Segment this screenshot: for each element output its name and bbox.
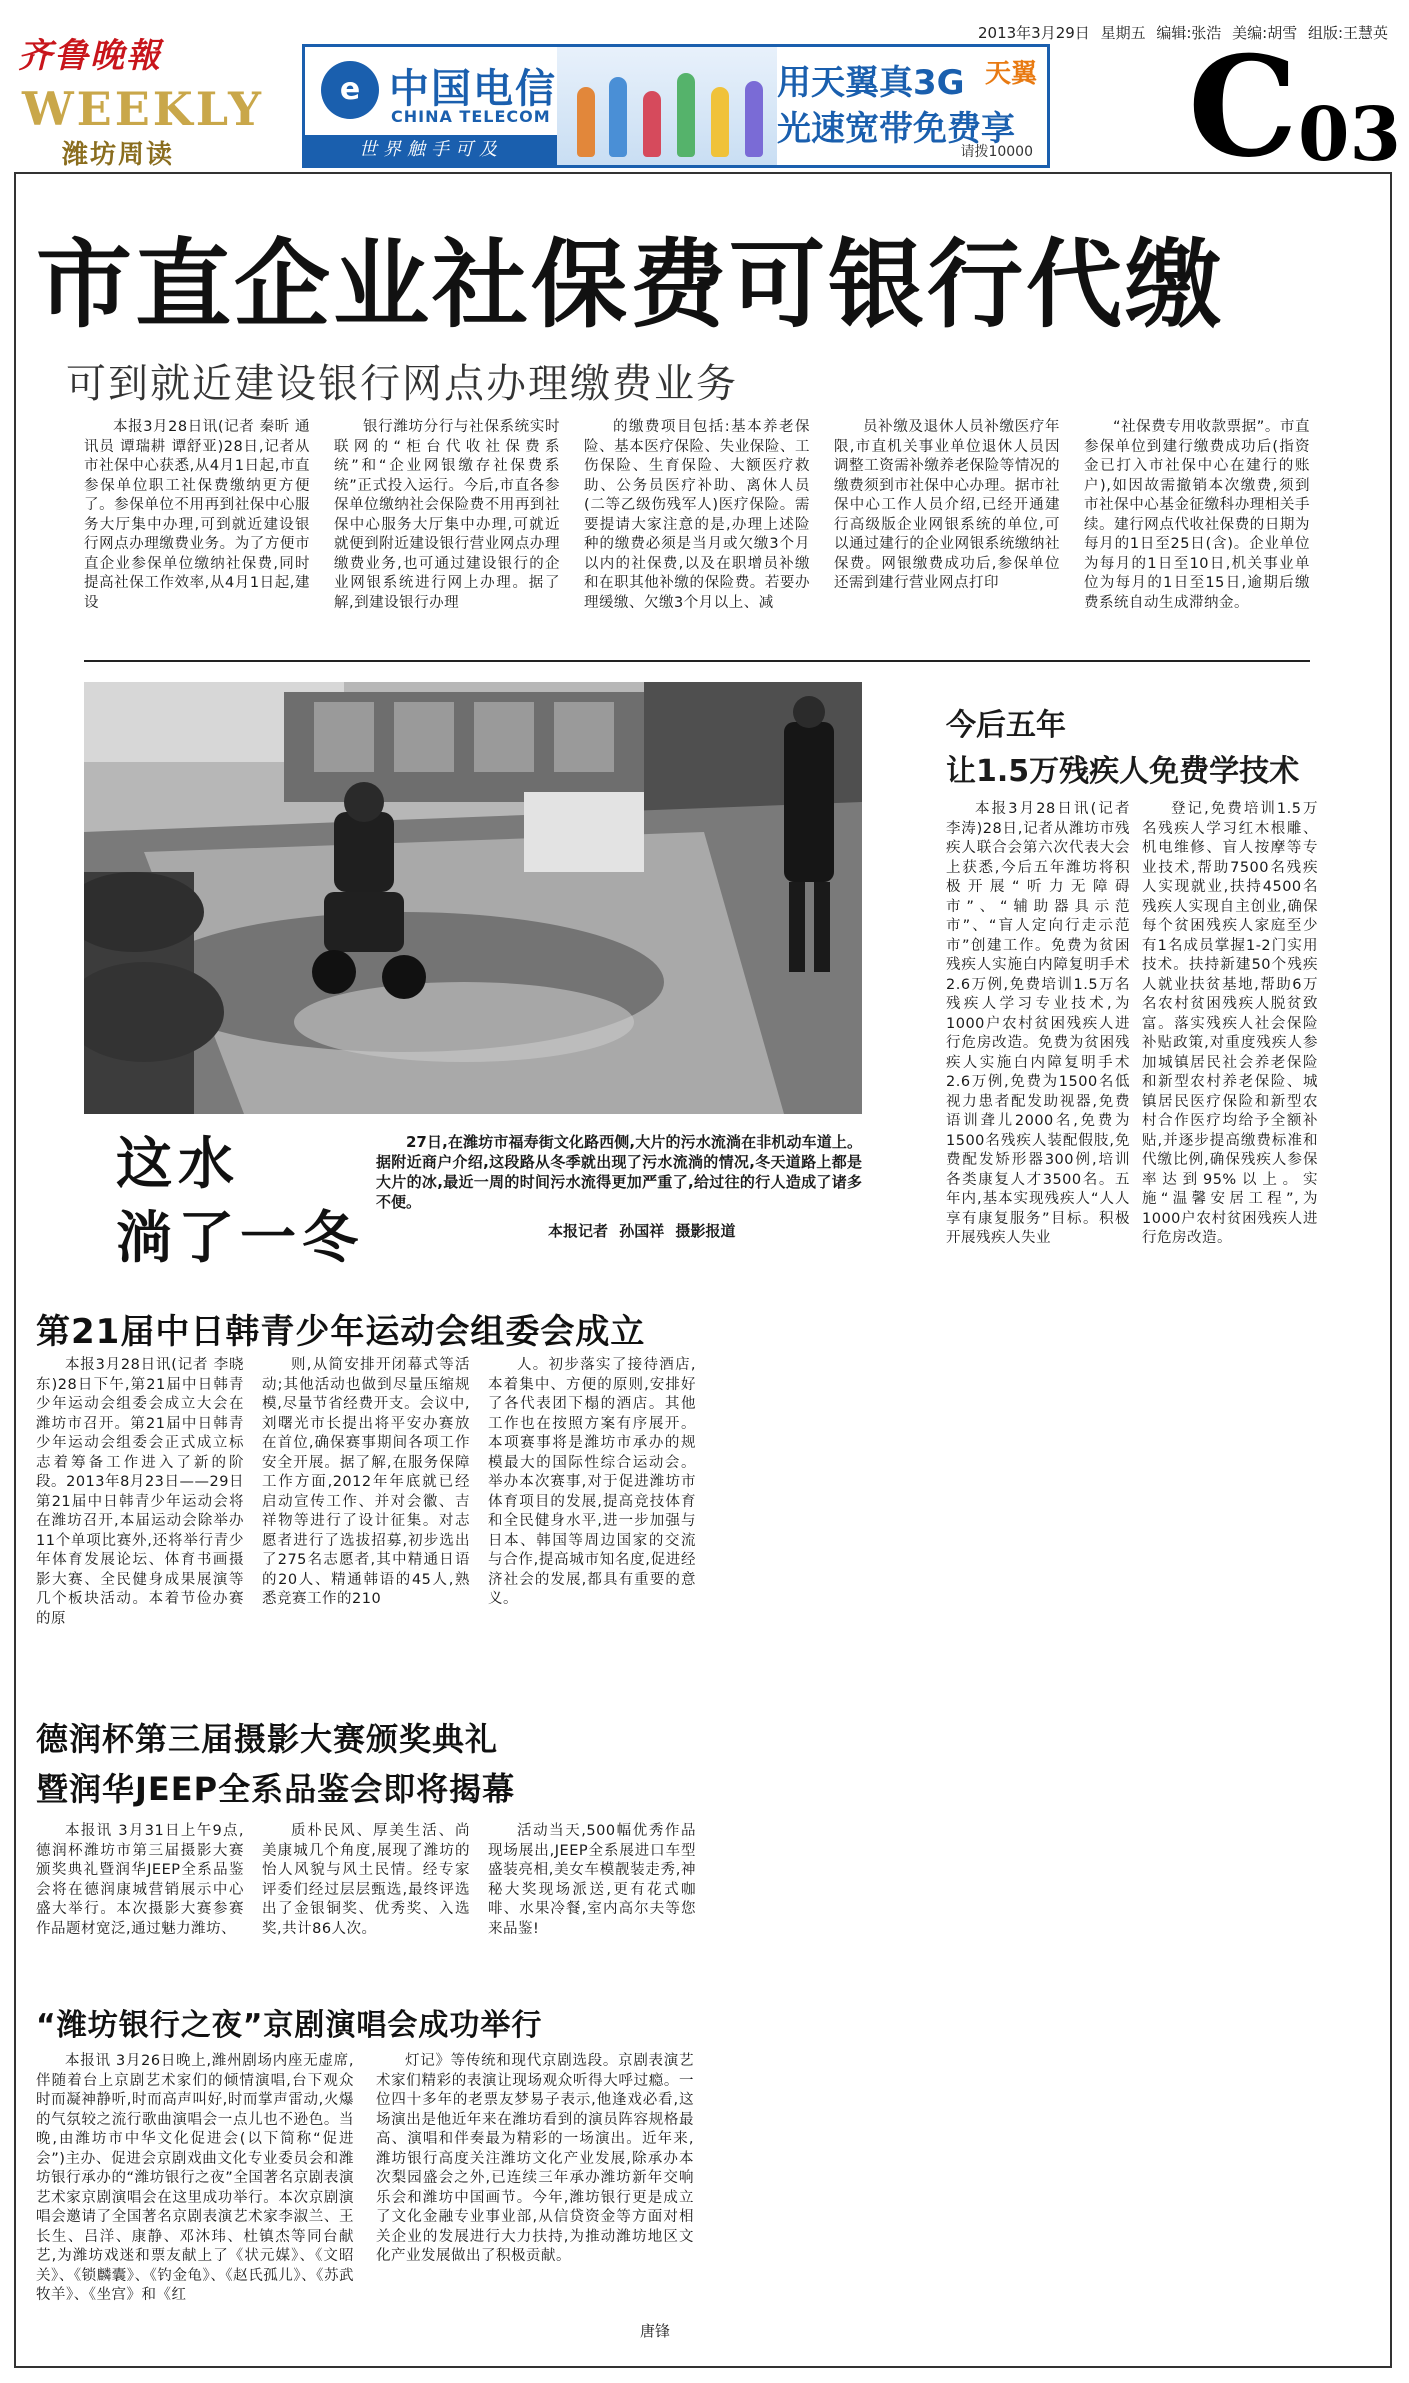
disabled-column-2: 登记,免费培训1.5万名残疾人学习红木根雕、机电维修、盲人按摩等专业技术,帮助7500名残疾人实现就业,扶持4500名残疾人实现自主创业,确保每个贫困残疾人家庭至少有1名成员掌握1-2门实用技术。扶持新建50个残疾人就业扶贫基地,帮助6万名农村贫困残疾人脱贫致富。落实残疾人社会保险补贴政策,对重度残疾人参加城镇居民社会养老保险和新型农村养老保险、城镇居民医疗保险和新型农村合作医疗均给予全额补贴,并逐步提高缴费标准和代缴比例,确保残疾人参保率达到95%以上。实施“温馨安居工程”,为1000户农村贫困残疾人进行危房改造。 — [1142, 801, 1318, 1246]
ad-hotline: 请拨10000 — [960, 144, 1033, 160]
weekly-label: WEEKLY — [22, 82, 265, 136]
lead-headline: 市直企业社保费可银行代缴 — [36, 229, 1224, 341]
lead-column-5: “社保费专用收款票据”。市直参保单位到建行缴费成功后(指资金已打入市社保中心在建行的账户),如因故需撤销本次缴费,须到市社保中心基金征缴科办理相关手续。建行网点代收社保费的日期为每月的1日至25日(含)。企业单位为每月的1日至10日,机关事业单位为每月的1日至15日,逾期后缴费系统自动生成滞纳金。 — [1084, 419, 1310, 611]
page-letter: C — [1188, 25, 1298, 188]
lead-column-3: 的缴费项目包括:基本养老保险、基本医疗保险、失业保险、工伤保险、生育保险、大额医疗救助、公务员医疗补助、离休人员(二等乙级伤残军人)医疗保险。需要提请大家注意的是,办理上述险种的缴费必须是当月或欠缴3个月以内的社保费,以及在职增员补缴和在职其他补缴的保险费。若要办理缓缴、欠缴3个月以上、减 — [584, 419, 810, 611]
lead-column-2: 银行潍坊分行与社保系统实时联网的“柜台代收社保费系统”和“企业网银缴存社保费系统”正式投入运行。今后,市直各参保单位缴纳社会保险费不用再到社保中心服务大厅集中办理,可就近就便到附近建设银行营业网点办理缴费业务,也可通过建设银行的企业网银系统进行网上办理。据了解,到建设银行办理 — [334, 419, 560, 611]
games-column-1: 本报3月28日讯(记者 李晓东)28日下午,第21届中日韩青少年运动会组委会成立大会在潍坊市召开。第21届中日韩青少年运动会组委会正式成立标志着筹备工作进入了新的阶段。2013年8月23日——29日第21届中日韩青少年运动会将在潍坊召开,本届运动会除举办11个单项比赛外,还将举行青少年体育发展论坛、体育书画摄影大赛、全民健身成果展演等几个板块活动。本着节俭办赛的原 — [36, 1357, 244, 1627]
disabled-kicker: 今后五年 — [946, 708, 1066, 743]
opera-column-1: 本报讯 3月26日晚上,潍州剧场内座无虚席,伴随着台上京剧艺术家们的倾情演唱,台下观众时而凝神静听,时而高声叫好,时而掌声雷动,火爆的气氛较之流行歌曲演唱会一点儿也不逊色。当晚,由潍坊市中华文化促进会(以下简称“促进会”)主办、促进会京剧戏曲文化专业委员会和潍坊银行承办的“潍坊银行之夜”全国著名京剧表演艺术家京剧演唱会在这里成功举行。本次京剧演唱会邀请了全国著名京剧表演艺术家李淑兰、王长生、吕洋、康静、邓沐玮、杜镇杰等同台献艺,为潍坊戏迷和票友献上了《状元媒》、《文昭关》、《锁麟囊》、《钓金龟》、《赵氏孤儿》、《苏武牧羊》、《坐宫》和《红 — [36, 2053, 354, 2303]
opera-headline: “潍坊银行之夜”京剧演唱会成功举行 — [36, 2008, 543, 2043]
opera-author: 唐锋 — [640, 2322, 671, 2340]
edition-label: 潍坊周读 — [62, 140, 175, 170]
section-divider — [84, 660, 1310, 662]
games-headline: 第21届中日韩青少年运动会组委会成立 — [36, 1312, 646, 1352]
opera-column-2: 灯记》等传统和现代京剧选段。京剧表演艺术家们精彩的表演让现场观众听得大呼过瘾。一位四十多年的老票友梦易子表示,他逢戏必看,这场演出是他近年来在潍坊看到的演员阵容规格最高、演唱和伴奏最为精彩的一场演出。近年来,潍坊银行高度关注潍坊文化产业发展,除承办本次梨园盛会之外,已连续三年承办潍坊新年交响乐会和潍坊中国画节。今年,潍坊银行更是成立了文化金融专业事业部,从信贷资金等方面对相关企业的发展进行大力扶持,为推动潍坊地区文化产业发展做出了积极贡献。 — [376, 2053, 694, 2264]
ad-brand-cn: 中国电信 — [389, 66, 557, 112]
contest-column-2: 质朴民风、厚美生活、尚美康城几个角度,展现了潍坊的怡人风貌与风土民情。经专家评委们经过层层甄选,最终评选出了金银铜奖、优秀奖、入选奖,共计86人次。 — [262, 1823, 470, 1937]
newspaper-name: 齐鲁晚報 — [18, 36, 162, 76]
telecom-logo-icon: e — [321, 61, 379, 119]
lead-subheadline: 可到就近建设银行网点办理缴费业务 — [66, 361, 738, 407]
contest-column-1: 本报讯 3月31日上午9点,德润杯潍坊市第三届摄影大赛颁奖典礼暨润华JEEP全系品鉴会将在德润康城营销展示中心盛大举行。本次摄影大赛参赛作品题材宽泛,通过魅力潍坊、 — [36, 1823, 244, 1937]
ad-line-2: 光速宽带免费享 — [777, 109, 1015, 149]
ad-slogan: 世界触手可及 — [305, 135, 557, 165]
photo-story-title: 这水 淌了一冬 — [116, 1132, 364, 1271]
ad-people-picture — [557, 47, 777, 165]
games-column-2: 则,从简安排开闭幕式等活动;其他活动也做到尽量压缩规模,尽量节省经费开支。会议中,刘曙光市长提出将平安办赛放在首位,确保赛事期间各项工作安全开展。据了解,在服务保障工作方面,2012年年底就已经启动宣传工作、并对会徽、吉祥物等进行了设计征集。对志愿者进行了选拔招募,初步选出了275名志愿者,其中精通日语的20人、精通韩语的45人,熟悉竞赛工作的210 — [262, 1357, 470, 1607]
photo-byline: 本报记者 孙国祥 摄影报道 — [548, 1222, 736, 1240]
ad-line-1: 用天翼真3G — [777, 63, 965, 103]
games-column-3: 人。初步落实了接待酒店,本着集中、方便的原则,安排好了各代表团下榻的酒店。其他工作也在按照方案有序展开。本项赛事将是潍坊市承办的规模最大的国际性综合运动会。举办本次赛事,对于促进潍坊市体育项目的发展,提高竞技体育和全民健身水平,进一步加强与日本、韩国等周边国家的交流与合作,提高城市知名度,促进经济社会的发展,都具有重要的意义。 — [488, 1357, 696, 1607]
ad-brand-en: CHINA TELECOM — [391, 107, 551, 126]
photo-caption: 27日,在潍坊市福寿街文化路西侧,大片的污水流淌在非机动车道上。据附近商户介绍,这段路从冬季就出现了污水流淌的情况,冬天道路上都是大片的冰,最近一周的时间污水流得更加严重了,给过往的行人造成了诸多不便。 — [376, 1133, 862, 1211]
lead-column-4: 员补缴及退休人员补缴医疗年限,市直机关事业单位退休人员因调整工资需补缴养老保险等情况的缴费须到市社保中心办理。据市社保中心工作人员介绍,已经开通建行高级版企业网银系统的单位,可以通过建行的企业网银系统缴纳社保费。网银缴费成功后,参保单位还需到建行营业网点打印 — [834, 419, 1060, 591]
dateline: 2013年3月29日 星期五 编辑:张浩 美编:胡雪 组版:王慧英 — [978, 24, 1389, 42]
lead-column-1: 本报3月28日讯(记者 秦昕 通讯员 谭瑞耕 谭舒亚)28日,记者从市社保中心获悉,从4月1日起,市直参保单位职工社保费缴纳更方便了。参保单位不用再到社保中心服务大厅集中办理,可到就近建设银行网点办理缴费业务。为了方便市直企业参保单位缴纳社保费,同时提高社保工作效率,从4月1日起,建设 — [84, 419, 310, 611]
street-water-photo — [84, 682, 862, 1114]
contest-headline-2: 暨润华JEEP全系品鉴会即将揭幕 — [36, 1770, 516, 1808]
disabled-headline: 让1.5万残疾人免费学技术 — [946, 754, 1300, 789]
contest-headline-1: 德润杯第三届摄影大赛颁奖典礼 — [36, 1720, 499, 1758]
disabled-column-1: 本报3月28日讯(记者 李涛)28日,记者从潍坊市残疾人联合会第六次代表大会上获悉,今后五年潍坊将积极开展“听力无障碍市”、“辅助器具示范市”、“盲人定向行走示范市”创建工作。免费为贫困残疾人实施白内障复明手术2.6万例,免费培训1.5万名残疾人学习专业技术,为1000户农村贫困残疾人进行危房改造。免费为贫困残疾人实施白内障复明手术2.6万例,免费为1500名低视力患者配发助视器,免费语训聋儿2000名,免费为1500名残疾人装配假肢,免费配发矫形器300例,培训各类康复人才3500名。五年内,基本实现残疾人“人人享有康复服务”目标。积极开展残疾人失业 — [946, 801, 1130, 1246]
tianyi-logo: 天翼 — [984, 59, 1037, 89]
contest-column-3: 活动当天,500幅优秀作品现场展出,JEEP全系展进口车型盛装亮相,美女车模靓装走秀,神秘大奖现场派送,更有花式咖啡、水果冷餐,室内高尔夫等您来品鉴! — [488, 1823, 696, 1937]
advertisement-banner — [302, 44, 1050, 168]
page-number: 03 — [1298, 92, 1401, 178]
